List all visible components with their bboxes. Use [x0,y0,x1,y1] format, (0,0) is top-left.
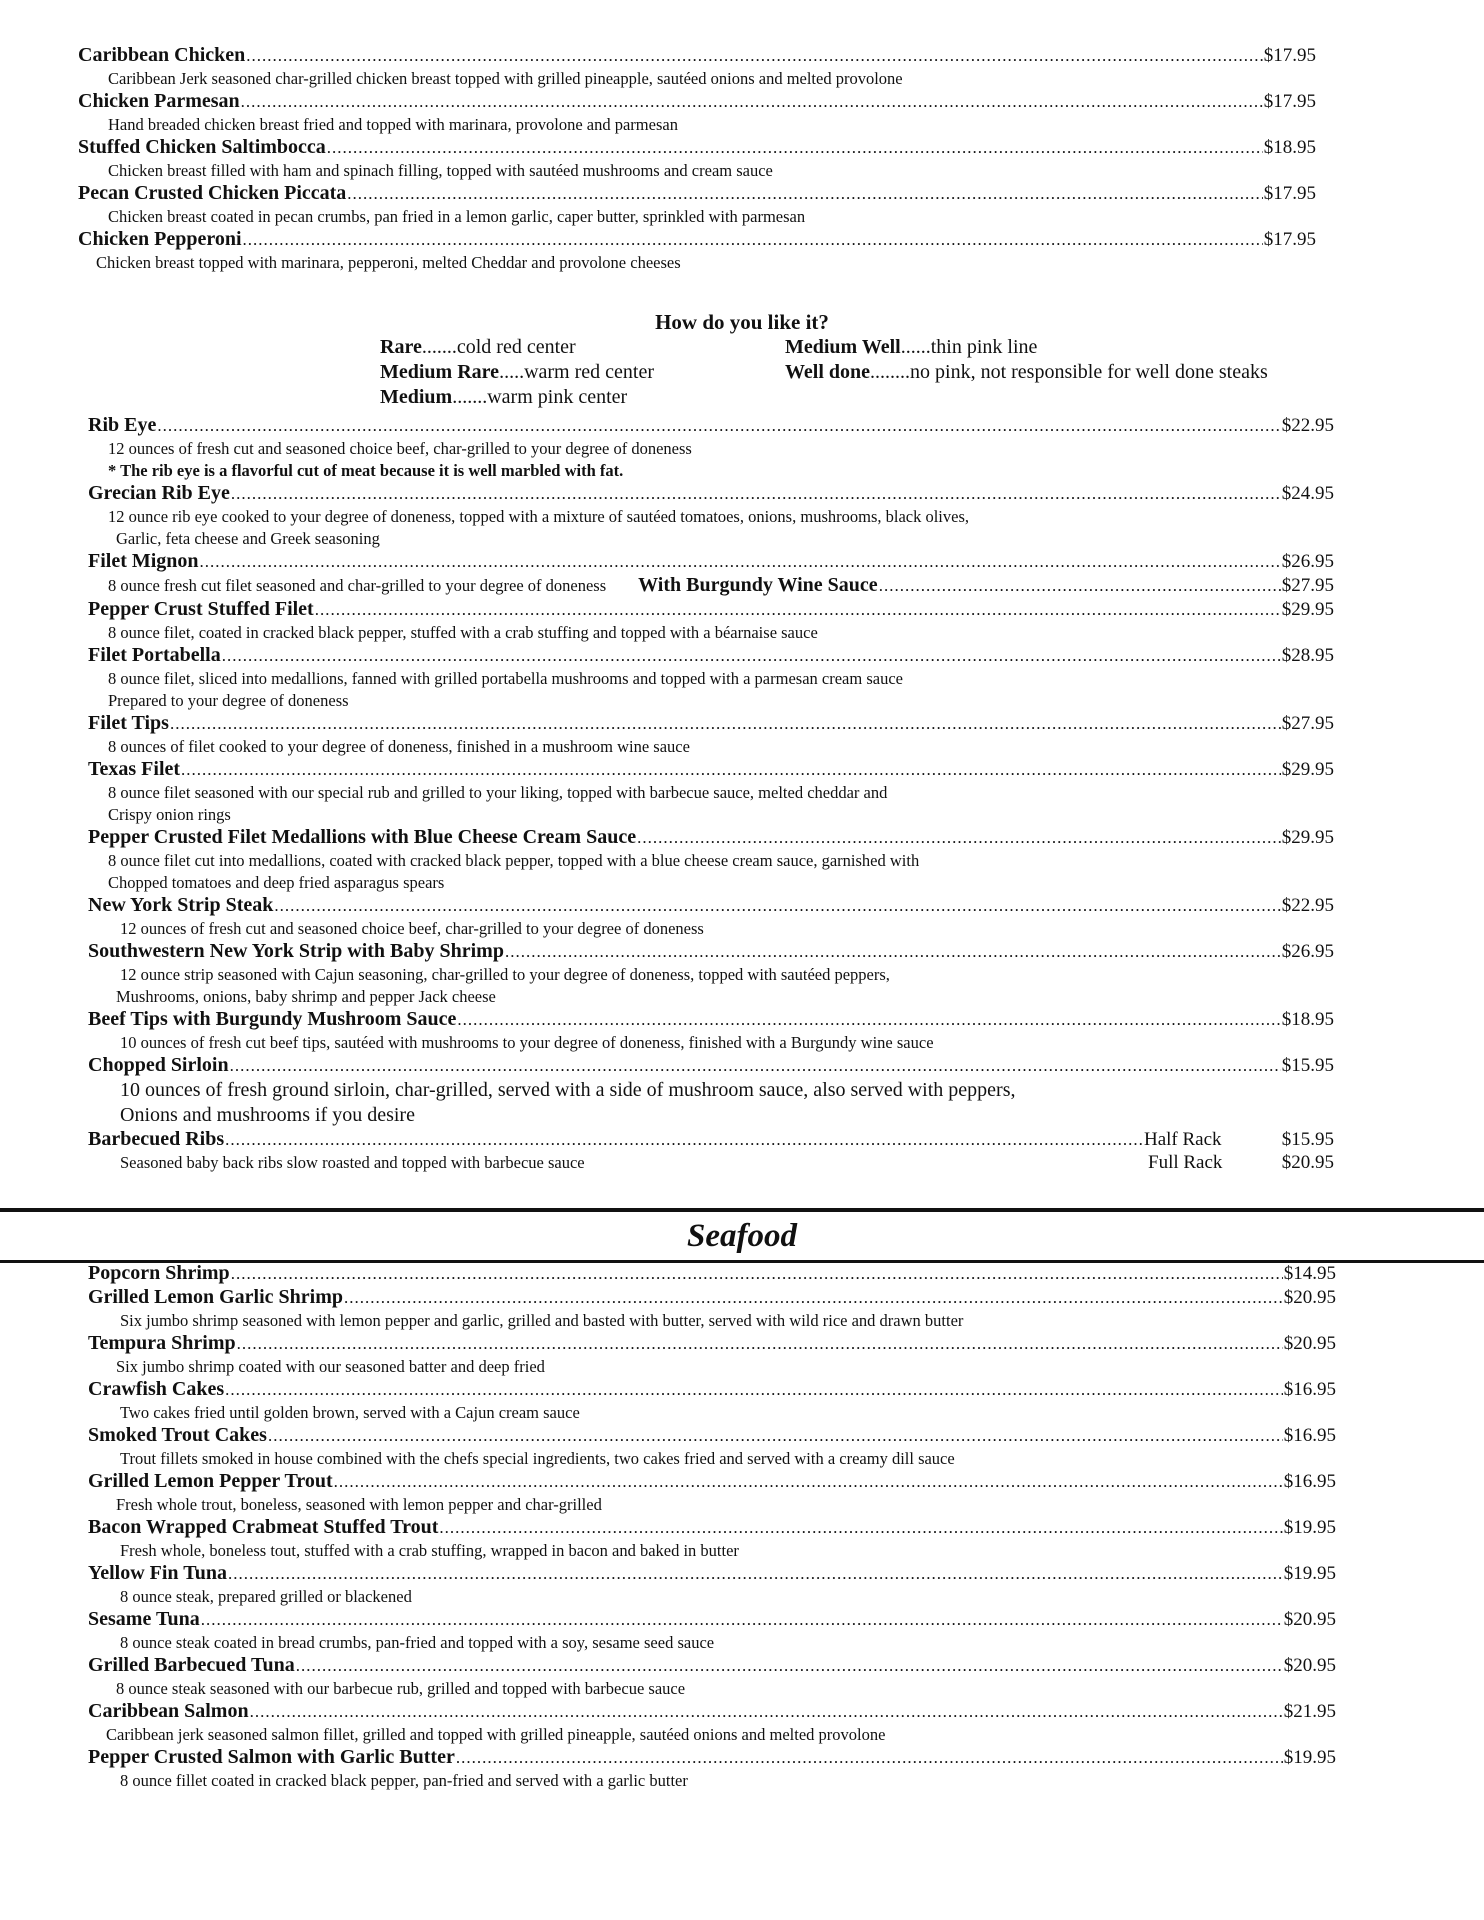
menu-item [0,940,1484,1008]
item-price: $18.95 [1281,1009,1334,1030]
item-name: Smoked Trout Cakes [88,1424,267,1446]
leader-dots [230,1056,1281,1076]
item-name: Pepper Crusted Salmon with Garlic Butter [88,1746,455,1768]
item-description: Six jumbo shrimp seasoned with lemon pepper and garlic, grilled and basted with butter, served with wild rice and drawn butter [120,1311,964,1330]
item-price: $17.95 [1263,91,1316,112]
item-description: 8 ounces of filet cooked to your degree of doneness, finished in a mushroom wine sauce [108,737,690,756]
item-price: $16.95 [1283,1379,1336,1400]
leader-dots [170,714,1281,734]
item-price: $14.95 [1283,1263,1336,1284]
item-price: $29.95 [1281,759,1334,780]
menu-item [0,1562,1484,1608]
doneness-entry: Well done........no pink, not responsible for well done steaks [785,361,1268,383]
item-price: $20.95 [1283,1287,1336,1308]
item-name: Filet Tips [88,712,169,734]
menu-item-ribs [0,1128,1484,1178]
full-rack-price: $20.95 [1281,1152,1334,1173]
leader-dots [274,896,1280,916]
item-name: Crawfish Cakes [88,1378,225,1400]
leader-dots [200,552,1281,572]
item-description: 12 ounce rib eye cooked to your degree of doneness, topped with a mixture of sautéed tomatoes, onions, mushrooms, black olives, [108,507,970,526]
item-name: Texas Filet [88,758,181,780]
item-description: Caribbean jerk seasoned salmon fillet, grilled and topped with grilled pineapple, sautéed onions and melted provolone [106,1725,886,1744]
item-price: $20.95 [1283,1609,1336,1630]
leader-dots [505,942,1281,962]
item-name: Filet Mignon [88,550,199,572]
doneness-entry: Medium Well......thin pink line [785,336,1038,358]
item-description: Chicken breast filled with ham and spinach filling, topped with sautéed mushrooms and cream sauce [108,161,773,180]
item-name: Chicken Pepperoni [78,228,242,250]
item-price: $16.95 [1283,1425,1336,1446]
item-description: 8 ounce fillet coated in cracked black pepper, pan-fried and served with a garlic butter [120,1771,688,1790]
leader-dots [637,828,1281,848]
item-description: Mushrooms, onions, baby shrimp and pepper Jack cheese [116,987,496,1006]
leader-dots [231,1264,1283,1284]
half-rack-price: $15.95 [1281,1129,1334,1150]
leader-dots [334,1472,1283,1492]
item-description: Trout fillets smoked in house combined with the chefs special ingredients, two cakes fried and served with a creamy dill sauce [120,1449,955,1468]
leader-dots [157,416,1280,436]
item-price: $17.95 [1263,45,1316,66]
full-rack-label: Full Rack [1148,1152,1223,1173]
menu-item [0,1332,1484,1378]
item-description: 12 ounces of fresh cut and seasoned choice beef, char-grilled to your degree of doneness [120,919,704,938]
item-price: $27.95 [1281,713,1334,734]
leader-dots [315,600,1281,620]
item-name: Bacon Wrapped Crabmeat Stuffed Trout [88,1516,439,1538]
leader-dots [296,1656,1283,1676]
item-description: Six jumbo shrimp coated with our seasoned batter and deep fried [116,1357,545,1376]
chicken-section [0,44,1484,274]
doneness-guide [0,310,1484,414]
menu-item [0,1700,1484,1746]
leader-dots [243,230,1263,250]
item-name: Sesame Tuna [88,1608,200,1630]
doneness-entry: Medium.......warm pink center [380,386,628,408]
item-name: Tempura Shrimp [88,1332,236,1354]
item-description: 8 ounce steak seasoned with our barbecue rub, grilled and topped with barbecue sauce [116,1679,686,1698]
leader-dots [327,138,1263,158]
item-name: Beef Tips with Burgundy Mushroom Sauce [88,1008,457,1030]
item-price: $21.95 [1283,1701,1336,1722]
leader-dots [347,184,1262,204]
item-description: 8 ounce filet seasoned with our special rub and grilled to your liking, topped with barbecue sauce, melted cheddar and [108,783,888,802]
item-description: 8 ounce filet, coated in cracked black pepper, stuffed with a crab stuffing and topped with a béarnaise sauce [108,623,818,642]
item-price: $20.95 [1283,1655,1336,1676]
item-name: Rib Eye [88,414,157,436]
menu-item [0,136,1484,182]
leader-dots [231,484,1281,504]
menu-item [0,758,1484,826]
item-price: $19.95 [1283,1563,1336,1584]
item-name: Chicken Parmesan [78,90,240,112]
item-price: $22.95 [1281,895,1334,916]
steaks-section [0,414,1484,1178]
item-description: Prepared to your degree of doneness [108,691,349,710]
item-price: $28.95 [1281,645,1334,666]
menu-item [0,182,1484,228]
leader-dots [181,760,1281,780]
sub-option-price: $27.95 [1281,575,1334,596]
item-price: $16.95 [1283,1471,1336,1492]
leader-dots [250,1702,1283,1722]
sub-option-label: With Burgundy Wine Sauce [638,574,878,596]
item-description: Hand breaded chicken breast fried and topped with marinara, provolone and parmesan [108,115,678,134]
doneness-entry: Rare.......cold red center [380,336,576,358]
item-price: $24.95 [1281,483,1334,504]
menu-item [0,228,1484,274]
item-name: Grilled Lemon Pepper Trout [88,1470,333,1492]
item-name: Pepper Crusted Filet Medallions with Blue Cheese Cream Sauce [88,826,637,848]
item-price: $26.95 [1281,551,1334,572]
doneness-title: How do you like it? [655,310,829,334]
item-description: 10 ounces of fresh cut beef tips, sautéed with mushrooms to your degree of doneness, finished with a Burgundy wine sauce [120,1033,934,1052]
item-name: Filet Portabella [88,644,221,666]
menu-item [0,44,1484,90]
leader-dots [222,646,1281,666]
item-price: $15.95 [1281,1055,1334,1076]
leader-dots [225,1130,1143,1150]
item-description: Crispy onion rings [108,805,231,824]
item-description: Chicken breast topped with marinara, pepperoni, melted Cheddar and provolone cheeses [96,253,681,272]
item-price: $17.95 [1263,183,1316,204]
item-note: * The rib eye is a flavorful cut of meat because it is well marbled with fat. [108,461,624,480]
item-price: $20.95 [1283,1333,1336,1354]
menu-item [0,894,1484,940]
item-description: 12 ounce strip seasoned with Cajun seasoning, char-grilled to your degree of doneness, topped with sautéed peppers, [120,965,890,984]
menu-item [0,414,1484,482]
doneness-left-column [380,336,654,411]
item-description: Onions and mushrooms if you desire [120,1104,415,1126]
leader-dots [237,1334,1283,1354]
menu-item [0,1608,1484,1654]
item-description: Garlic, feta cheese and Greek seasoning [116,529,380,548]
menu-item [0,1054,1484,1128]
item-name: Stuffed Chicken Saltimbocca [78,136,326,158]
doneness-entry: Medium Rare.....warm red center [380,361,654,383]
leader-dots [439,1518,1282,1538]
leader-dots [879,576,1281,596]
item-name: Grilled Barbecued Tuna [88,1654,295,1676]
item-description: Fresh whole trout, boneless, seasoned with lemon pepper and char-grilled [116,1495,602,1514]
menu-item [0,1262,1484,1286]
item-price: $19.95 [1283,1747,1336,1768]
menu-item [0,598,1484,644]
leader-dots [457,1010,1280,1030]
leader-dots [241,92,1263,112]
menu-item [0,712,1484,758]
seafood-section [0,1262,1484,1792]
menu-item [0,826,1484,894]
item-price: $26.95 [1281,941,1334,962]
item-description: 10 ounces of fresh ground sirloin, char-grilled, served with a side of mushroom sauce, also served with peppers, [120,1079,1016,1101]
menu-item [0,90,1484,136]
item-name: Caribbean Salmon [88,1700,249,1722]
item-price: $19.95 [1283,1517,1336,1538]
leader-dots [246,46,1263,66]
item-description: Chopped tomatoes and deep fried asparagus spears [108,873,445,892]
item-price: $29.95 [1281,827,1334,848]
item-name: Pepper Crust Stuffed Filet [88,598,314,620]
leader-dots [201,1610,1283,1630]
item-name: New York Strip Steak [88,894,274,916]
leader-dots [225,1380,1283,1400]
menu-item [0,550,1484,598]
leader-dots [344,1288,1283,1308]
item-name: Southwestern New York Strip with Baby Shrimp [88,940,504,962]
menu-item [0,1516,1484,1562]
leader-dots [456,1748,1283,1768]
menu-item [0,1424,1484,1470]
item-name: Popcorn Shrimp [88,1262,230,1284]
seafood-header [0,1208,1484,1263]
menu-item [0,1654,1484,1700]
item-name: Chopped Sirloin [88,1054,229,1076]
item-description: 8 ounce steak, prepared grilled or blackened [120,1587,412,1606]
menu-item [0,1378,1484,1424]
menu-item [0,1470,1484,1516]
item-description: Fresh whole, boneless tout, stuffed with a crab stuffing, wrapped in bacon and baked in butter [120,1541,739,1560]
item-price: $22.95 [1281,415,1334,436]
doneness-right-column [785,336,1268,386]
leader-dots [268,1426,1283,1446]
item-price: $29.95 [1281,599,1334,620]
item-description: Seasoned baby back ribs slow roasted and topped with barbecue sauce [120,1153,585,1172]
item-description: Chicken breast coated in pecan crumbs, pan fried in a lemon garlic, caper butter, sprinkled with parmesan [108,207,806,226]
item-name: Yellow Fin Tuna [88,1562,227,1584]
menu-item [0,482,1484,550]
item-description: 8 ounce steak coated in bread crumbs, pan-fried and topped with a soy, sesame seed sauce [120,1633,715,1652]
menu-item [0,1286,1484,1332]
item-price: $17.95 [1263,229,1316,250]
item-name: Barbecued Ribs [88,1128,225,1150]
item-name: Grecian Rib Eye [88,482,230,504]
item-name: Pecan Crusted Chicken Piccata [78,182,347,204]
menu-item [0,644,1484,712]
half-rack-label: Half Rack [1144,1129,1222,1150]
leader-dots [228,1564,1283,1584]
item-name: Caribbean Chicken [78,44,246,66]
item-description: 8 ounce filet cut into medallions, coated with cracked black pepper, topped with a blue cheese cream sauce, garnished with [108,851,920,870]
section-title: Seafood [687,1218,797,1254]
item-price: $18.95 [1263,137,1316,158]
item-description: 12 ounces of fresh cut and seasoned choice beef, char-grilled to your degree of doneness [108,439,692,458]
item-name: Grilled Lemon Garlic Shrimp [88,1286,343,1308]
menu-item [0,1008,1484,1054]
item-description: 8 ounce fresh cut filet seasoned and char-grilled to your degree of doneness [108,576,607,595]
item-description: Caribbean Jerk seasoned char-grilled chicken breast topped with grilled pineapple, sautéed onions and melted provolone [108,69,903,88]
item-description: 8 ounce filet, sliced into medallions, fanned with grilled portabella mushrooms and topped with a parmesan cream sauce [108,669,903,688]
menu-item [0,1746,1484,1792]
item-description: Two cakes fried until golden brown, served with a Cajun cream sauce [120,1403,580,1422]
